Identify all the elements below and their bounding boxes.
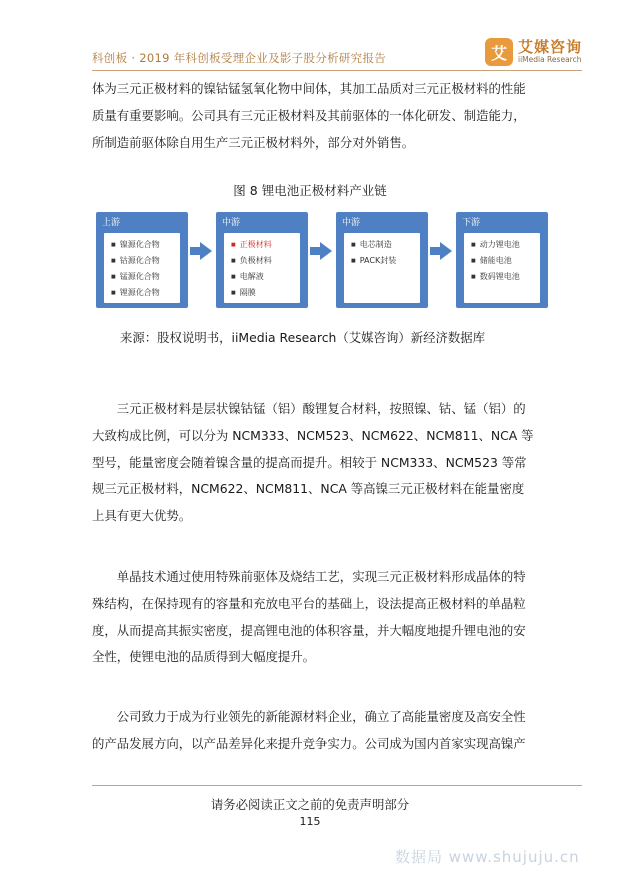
header-divider — [92, 70, 582, 71]
chain-stage-item: ■ 钴源化合物 — [111, 255, 160, 266]
flow-arrow-icon — [320, 242, 332, 260]
text-line: 大致构成比例，可以分为 NCM333、NCM523、NCM622、NCM811、NCA 等 — [92, 427, 534, 443]
chain-stage-item: ■ PACK封装 — [351, 255, 396, 266]
paragraph-2 — [92, 396, 534, 530]
figure-title: 图 8 锂电池正极材料产业链 — [233, 183, 387, 198]
chain-stage — [96, 212, 188, 308]
chain-stage-item: ■ 锂源化合物 — [111, 287, 160, 298]
text-line: 单晶技术通过使用特殊前驱体及烧结工艺，实现三元正极材料形成晶体的特 — [92, 569, 526, 584]
chain-stage — [336, 212, 428, 308]
chain-stage-box — [344, 233, 420, 303]
chain-stage-item: ■ 电解液 — [231, 271, 264, 282]
logo-text — [518, 40, 582, 64]
text-line: 殊结构，在保持现有的容量和充放电平台的基础上，设法提高正极材料的单晶粒 — [92, 595, 526, 611]
chain-stage-item: ■ 电芯制造 — [351, 239, 392, 250]
chain-stage-item: ■ 锰源化合物 — [111, 271, 160, 282]
flow-arrow-icon — [440, 242, 452, 260]
text-line: 所制造前驱体除自用生产三元正极材料外，部分对外销售。 — [92, 134, 415, 150]
chain-stage-title: 上游 — [102, 218, 121, 228]
text-line: 度，从而提高其振实密度，提高锂电池的体积容量，并大幅度地提升锂电池的安 — [92, 622, 526, 638]
chain-stage — [216, 212, 308, 308]
page-number: 115 — [299, 815, 321, 828]
text-line: 规三元正极材料，NCM622、NCM811、NCA 等高镍三元正极材料在能量密度 — [92, 481, 525, 497]
chain-stage-item: ■ 数码锂电池 — [471, 271, 520, 282]
brand-logo — [485, 38, 582, 66]
text-line: 上具有更大优势。 — [92, 508, 192, 524]
text-line: 三元正极材料是层状镍钴锰（铝）酸锂复合材料，按照镍、钴、锰（铝）的 — [92, 401, 526, 416]
logo-mark-icon: 艾 — [485, 38, 513, 66]
chain-stage-item: ■ 隔膜 — [231, 287, 256, 298]
chain-stage-item: ■ 正极材料 — [231, 239, 272, 250]
flow-arrow-icon — [200, 242, 212, 260]
footer-divider — [92, 785, 582, 786]
chain-stage-item: ■ 动力锂电池 — [471, 239, 520, 250]
figure-source: 来源：股权说明书，iiMedia Research（艾媒咨询）新经济数据库 — [120, 330, 486, 345]
text-line: 的产品发展方向，以产品差异化来提升竞争实力。公司成为国内首家实现高镍产 — [92, 735, 526, 751]
paragraph-3 — [92, 564, 528, 671]
text-line: 公司致力于成为行业领先的新能源材料企业，确立了高能量密度及高安全性 — [92, 709, 526, 724]
chain-stage-title: 中游 — [222, 218, 241, 228]
site-watermark: 数据局 www.shujuju.cn — [395, 848, 580, 866]
chain-stage-item: ■ 储能电池 — [471, 255, 512, 266]
header-title: 科创板 · 2019 年科创板受理企业及影子股分析研究报告 — [92, 51, 387, 65]
chain-stage-item: ■ 镍源化合物 — [111, 239, 160, 250]
chain-stage-box — [104, 233, 180, 303]
industry-chain-diagram — [96, 212, 566, 312]
text-line: 全性，使锂电池的品质得到大幅度提升。 — [92, 649, 316, 665]
chain-stage — [456, 212, 548, 308]
paragraph-1 — [92, 76, 528, 156]
chain-stage-title: 中游 — [342, 218, 361, 228]
chain-stage-box — [464, 233, 540, 303]
logo-en: iiMedia Research — [517, 54, 582, 64]
text-line: 型号，能量密度会随着镍含量的提高而提升。相较于 NCM333、NCM523 等常 — [92, 454, 527, 470]
chain-stage-title: 下游 — [462, 218, 481, 228]
logo-cn: 艾媒咨询 — [517, 38, 582, 57]
paragraph-4 — [92, 704, 528, 758]
chain-stage-item: ■ 负极材料 — [231, 255, 272, 266]
text-line: 质量有重要影响。公司具有三元正极材料及其前驱体的一体化研发、制造能力， — [92, 107, 526, 123]
chain-stage-box — [224, 233, 300, 303]
text-line: 体为三元正极材料的镍钴锰氢氧化物中间体，其加工品质对三元正极材料的性能 — [92, 81, 526, 96]
footer-disclaimer: 请务必阅读正文之前的免责声明部分 — [210, 797, 410, 812]
